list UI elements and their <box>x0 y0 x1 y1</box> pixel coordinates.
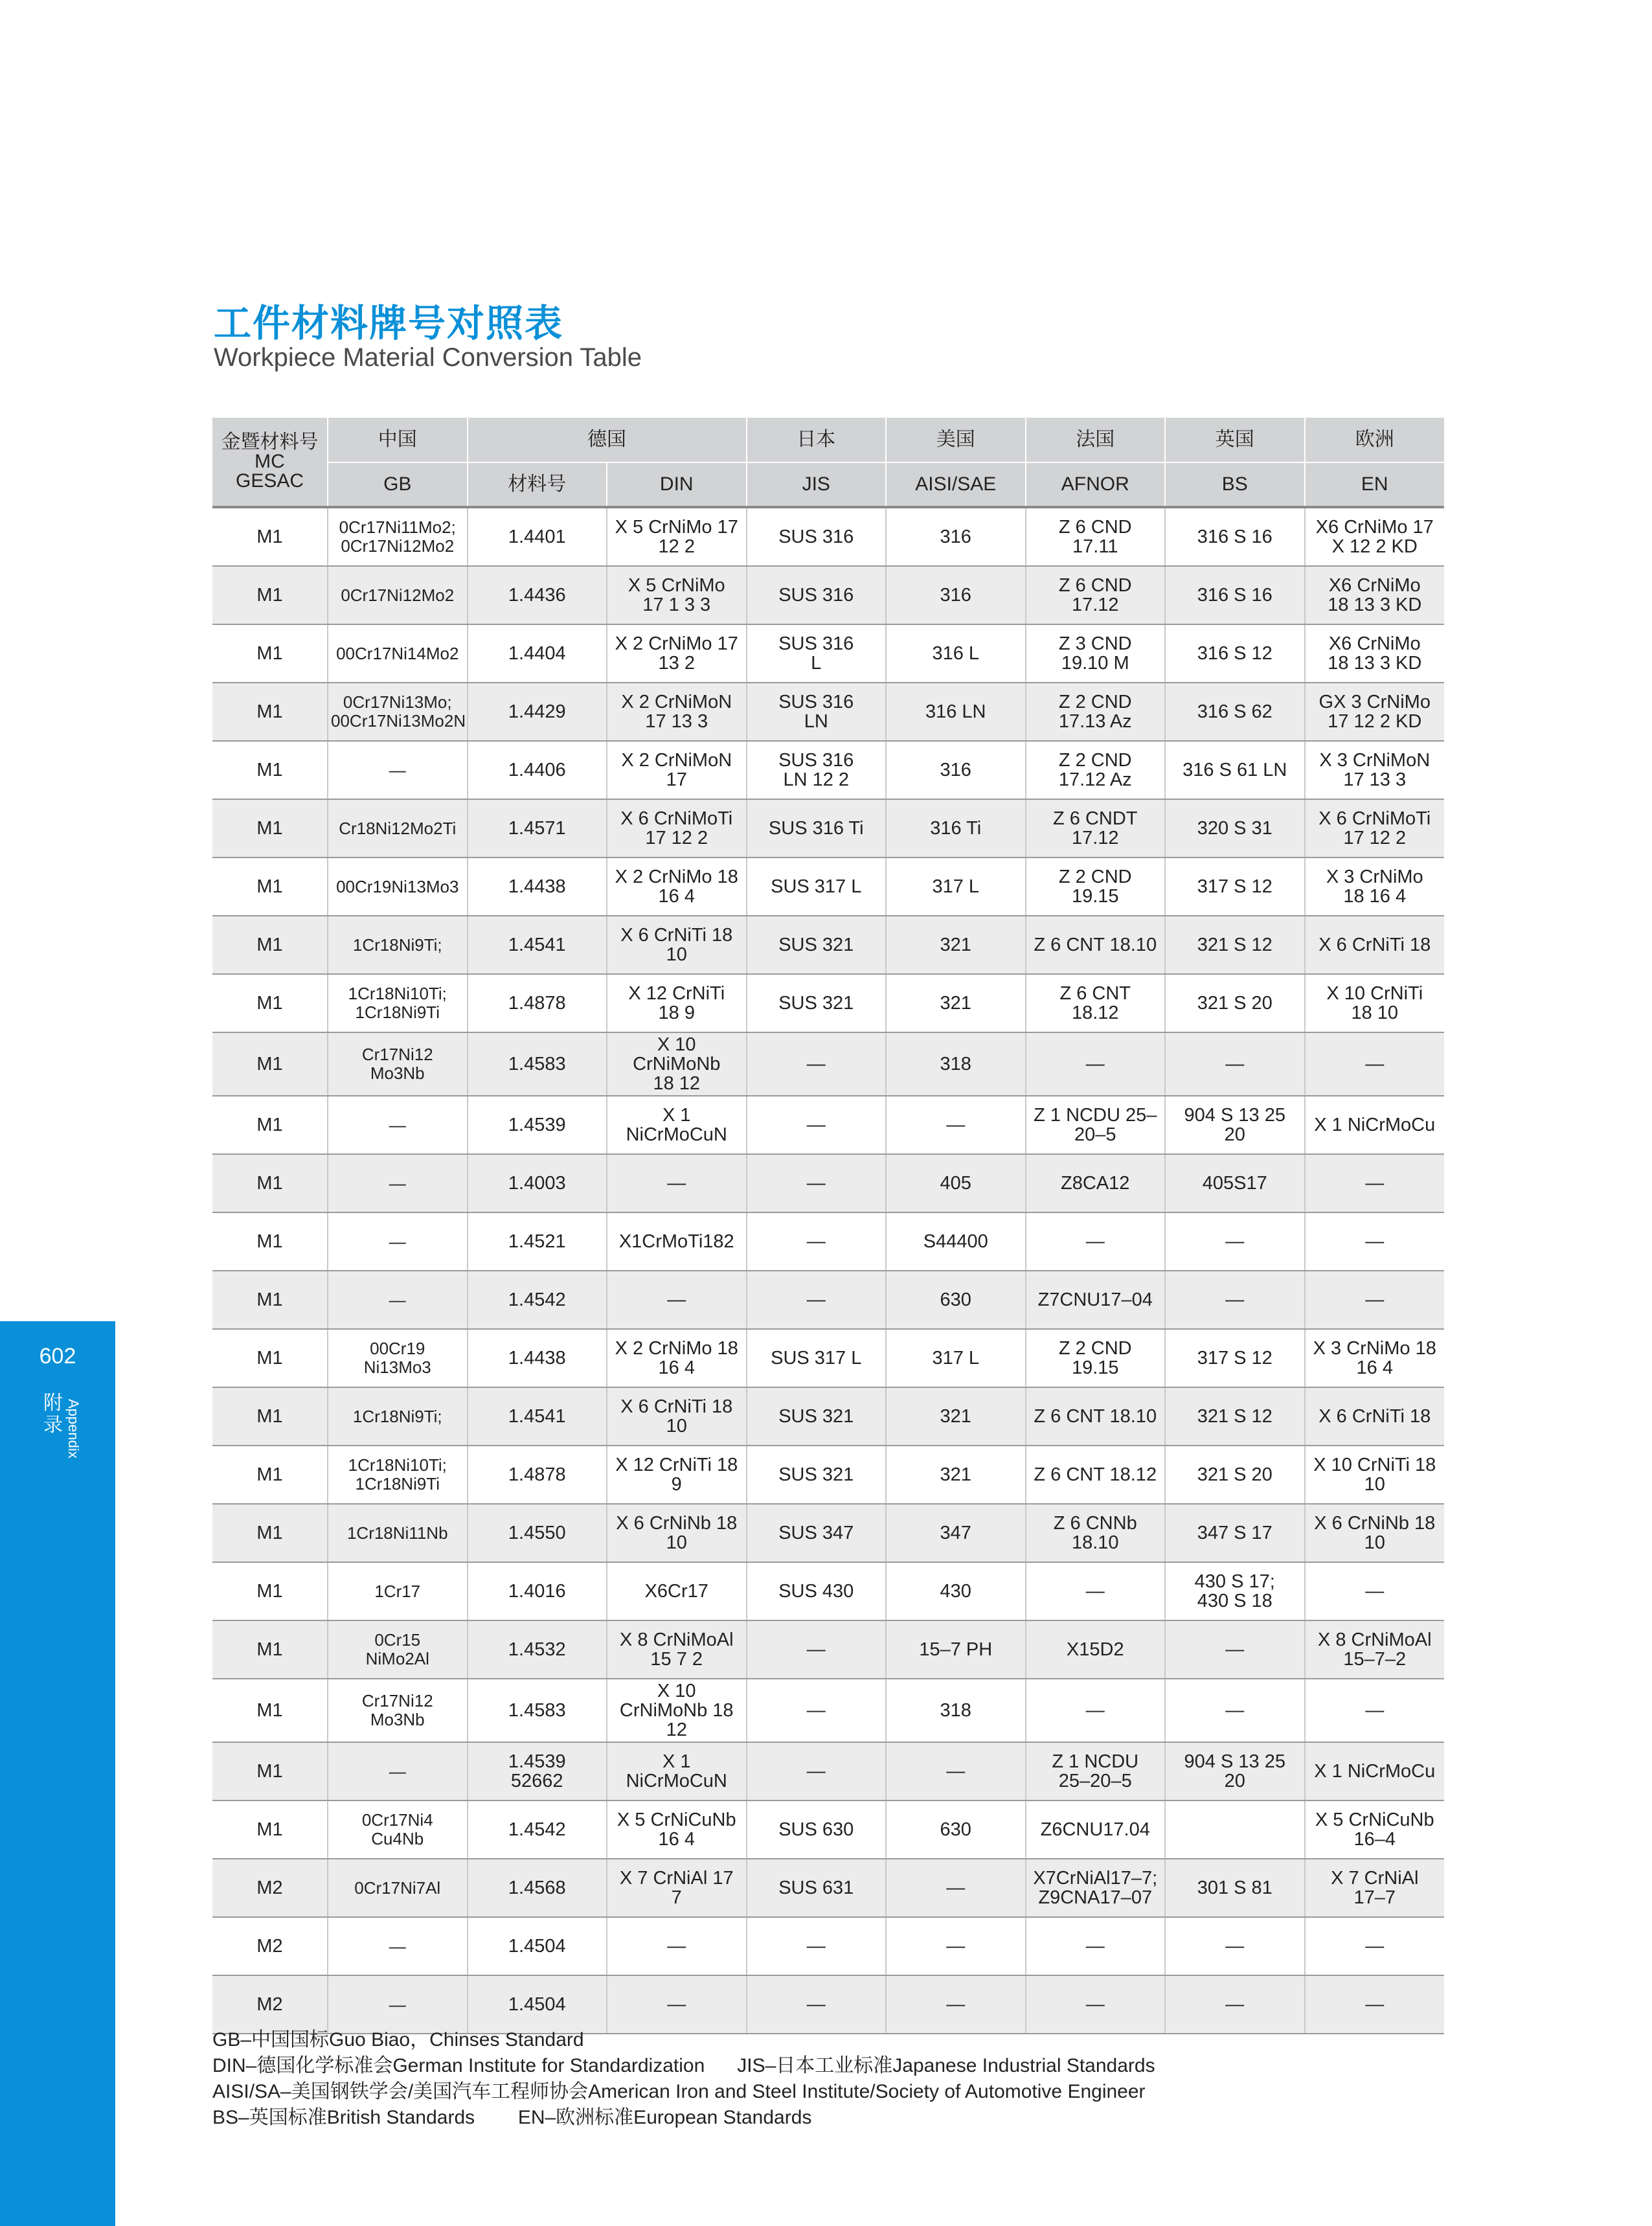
cell-en: — <box>1305 1271 1445 1329</box>
cell-material-no: 1.4542 <box>468 1271 607 1329</box>
cell-mc-code: M1 <box>212 1154 328 1212</box>
cell-en: — <box>1305 1212 1445 1271</box>
cell-gb: — <box>328 1742 468 1800</box>
cell-bs: — <box>1165 1212 1305 1271</box>
cell-mc-code: M1 <box>212 1446 328 1504</box>
conversion-table <box>212 418 1444 2034</box>
cell-bs: 347 S 17 <box>1165 1504 1305 1562</box>
cell-material-no: 1.4016 <box>468 1562 607 1620</box>
cell-gb: 1Cr18Ni10Ti; 1Cr18Ni9Ti <box>328 974 468 1032</box>
cell-din: — <box>607 1917 747 1975</box>
cell-afnor: Z 2 CND 19.15 <box>1026 1329 1166 1387</box>
cell-bs: 320 S 31 <box>1165 799 1305 857</box>
cell-afnor: Z6CNU17.04 <box>1026 1800 1166 1859</box>
cell-en: X 3 CrNiMo 18 16 4 <box>1305 1329 1445 1387</box>
cell-gb: 1Cr18Ni9Ti; <box>328 1387 468 1446</box>
cell-din: X 5 CrNiMo 17 12 2 <box>607 507 747 566</box>
cell-material-no: 1.4539 52662 <box>468 1742 607 1800</box>
cell-en: — <box>1305 1154 1445 1212</box>
cell-gb: 0Cr17Ni7Al <box>328 1859 468 1917</box>
cell-mc-code: M1 <box>212 857 328 916</box>
cell-bs: 321 S 20 <box>1165 974 1305 1032</box>
cell-afnor: Z 6 CNT 18.12 <box>1026 1446 1166 1504</box>
cell-bs: — <box>1165 1032 1305 1096</box>
cell-afnor: Z 1 NCDU 25–20–5 <box>1026 1742 1166 1800</box>
cell-jis: SUS 321 <box>747 1387 887 1446</box>
header-gb: GB <box>328 462 468 507</box>
cell-bs: — <box>1165 1679 1305 1742</box>
cell-jis: — <box>747 1096 887 1154</box>
cell-gb: Cr17Ni12 Mo3Nb <box>328 1679 468 1742</box>
cell-bs: — <box>1165 1975 1305 2034</box>
cell-afnor: Z 2 CND 17.13 Az <box>1026 683 1166 741</box>
cell-bs: 316 S 62 <box>1165 683 1305 741</box>
cell-mc-code: M1 <box>212 1387 328 1446</box>
cell-mc-code: M1 <box>212 974 328 1032</box>
cell-material-no: 1.4504 <box>468 1975 607 2034</box>
cell-jis: SUS 321 <box>747 1446 887 1504</box>
header-row-countries <box>212 418 1444 462</box>
cell-aisi-sae: 347 <box>886 1504 1026 1562</box>
table-row <box>212 1800 1444 1859</box>
cell-gb: — <box>328 1917 468 1975</box>
cell-bs: 405S17 <box>1165 1154 1305 1212</box>
table-row <box>212 799 1444 857</box>
cell-en: X 1 NiCrMoCu <box>1305 1742 1445 1800</box>
cell-en: X 5 CrNiCuNb 16–4 <box>1305 1800 1445 1859</box>
cell-gb: — <box>328 1975 468 2034</box>
cell-en: X 1 NiCrMoCu <box>1305 1096 1445 1154</box>
cell-afnor: Z 2 CND 19.15 <box>1026 857 1166 916</box>
cell-aisi-sae: 318 <box>886 1679 1026 1742</box>
cell-mc-code: M1 <box>212 1742 328 1800</box>
cell-jis: SUS 347 <box>747 1504 887 1562</box>
cell-afnor: — <box>1026 1679 1166 1742</box>
cell-en: X 10 CrNiTi 18 10 <box>1305 974 1445 1032</box>
cell-gb: 00Cr17Ni14Mo2 <box>328 624 468 683</box>
cell-material-no: 1.4438 <box>468 857 607 916</box>
cell-afnor: Z 6 CND 17.12 <box>1026 566 1166 624</box>
cell-aisi-sae: — <box>886 1859 1026 1917</box>
cell-aisi-sae: 316 <box>886 566 1026 624</box>
cell-gb: 0Cr17Ni11Mo2; 0Cr17Ni12Mo2 <box>328 507 468 566</box>
cell-din: — <box>607 1975 747 2034</box>
cell-jis: — <box>747 1742 887 1800</box>
table-row <box>212 1679 1444 1742</box>
cell-din: X 2 CrNiMo 17 13 2 <box>607 624 747 683</box>
header-en: EN <box>1305 462 1445 507</box>
cell-en: — <box>1305 1975 1445 2034</box>
cell-bs: — <box>1165 1917 1305 1975</box>
cell-bs <box>1165 1800 1305 1859</box>
cell-gb: — <box>328 741 468 799</box>
cell-mc-code: M1 <box>212 624 328 683</box>
header-row-standards <box>212 462 1444 507</box>
footnote-aisi: AISI/SA–美国钢铁学会/美国汽车工程师协会American Iron and Steel Institute/Society of Automotive Engineer <box>212 2081 1146 2102</box>
cell-gb: 1Cr18Ni11Nb <box>328 1504 468 1562</box>
cell-jis: — <box>747 1620 887 1679</box>
cell-jis: SUS 316 <box>747 566 887 624</box>
cell-gb: 0Cr17Ni12Mo2 <box>328 566 468 624</box>
cell-jis: — <box>747 1271 887 1329</box>
cell-gb: 0Cr17Ni13Mo; 00Cr17Ni13Mo2N <box>328 683 468 741</box>
cell-din: X 8 CrNiMoAl 15 7 2 <box>607 1620 747 1679</box>
cell-gb: — <box>328 1154 468 1212</box>
table-row <box>212 624 1444 683</box>
footnote-bs-en: BS–英国标准British Standards EN–欧洲标准European Standards <box>212 2107 812 2128</box>
cell-bs: 430 S 17; 430 S 18 <box>1165 1562 1305 1620</box>
cell-din: X 2 CrNiMo 18 16 4 <box>607 857 747 916</box>
cell-en: X6 CrNiMo 17 X 12 2 KD <box>1305 507 1445 566</box>
cell-aisi-sae: 316 L <box>886 624 1026 683</box>
cell-aisi-sae: 405 <box>886 1154 1026 1212</box>
cell-bs: 321 S 20 <box>1165 1446 1305 1504</box>
cell-jis: SUS 316 Ti <box>747 799 887 857</box>
cell-din: X 10 CrNiMoNb 18 12 <box>607 1679 747 1742</box>
cell-en: X 8 CrNiMoAl 15–7–2 <box>1305 1620 1445 1679</box>
table-row <box>212 1271 1444 1329</box>
cell-aisi-sae: 321 <box>886 1446 1026 1504</box>
cell-aisi-sae: — <box>886 1975 1026 2034</box>
table-row <box>212 1859 1444 1917</box>
cell-material-no: 1.4429 <box>468 683 607 741</box>
cell-afnor: X15D2 <box>1026 1620 1166 1679</box>
cell-bs: — <box>1165 1620 1305 1679</box>
table-row <box>212 1504 1444 1562</box>
cell-mc-code: M1 <box>212 683 328 741</box>
cell-bs: 321 S 12 <box>1165 916 1305 974</box>
cell-en: X6 CrNiMo 18 13 3 KD <box>1305 566 1445 624</box>
cell-mc-code: M1 <box>212 1329 328 1387</box>
cell-jis: SUS 631 <box>747 1859 887 1917</box>
cell-bs: 316 S 16 <box>1165 507 1305 566</box>
table-row <box>212 1562 1444 1620</box>
table-row <box>212 1212 1444 1271</box>
cell-material-no: 1.4541 <box>468 1387 607 1446</box>
cell-bs: 316 S 16 <box>1165 566 1305 624</box>
cell-gb: — <box>328 1212 468 1271</box>
cell-bs: 316 S 61 LN <box>1165 741 1305 799</box>
cell-aisi-sae: — <box>886 1917 1026 1975</box>
cell-en: X 6 CrNiMoTi 17 12 2 <box>1305 799 1445 857</box>
cell-din: X1CrMoTi182 <box>607 1212 747 1271</box>
table-row <box>212 857 1444 916</box>
cell-jis: SUS 630 <box>747 1800 887 1859</box>
cell-jis: SUS 317 L <box>747 857 887 916</box>
page-number: 602 <box>39 1344 76 1369</box>
cell-jis: SUS 321 <box>747 916 887 974</box>
cell-gb: 1Cr17 <box>328 1562 468 1620</box>
cell-aisi-sae: 321 <box>886 916 1026 974</box>
cell-din: — <box>607 1271 747 1329</box>
cell-mc-code: M1 <box>212 1679 328 1742</box>
cell-material-no: 1.4571 <box>468 799 607 857</box>
cell-material-no: 1.4401 <box>468 507 607 566</box>
cell-aisi-sae: 321 <box>886 1387 1026 1446</box>
cell-din: X 12 CrNiTi 18 9 <box>607 1446 747 1504</box>
cell-en: X 10 CrNiTi 18 10 <box>1305 1446 1445 1504</box>
cell-din: X 2 CrNiMoN 17 <box>607 741 747 799</box>
cell-gb: 1Cr18Ni10Ti; 1Cr18Ni9Ti <box>328 1446 468 1504</box>
header-uk: 英国 <box>1165 418 1305 462</box>
table-row <box>212 741 1444 799</box>
cell-jis: SUS 316 LN <box>747 683 887 741</box>
cell-jis: SUS 321 <box>747 974 887 1032</box>
cell-aisi-sae: 316 LN <box>886 683 1026 741</box>
cell-material-no: 1.4406 <box>468 741 607 799</box>
table-row <box>212 683 1444 741</box>
cell-din: X 6 CrNiMoTi 17 12 2 <box>607 799 747 857</box>
header-china: 中国 <box>328 418 468 462</box>
table-row <box>212 1096 1444 1154</box>
cell-material-no: 1.4539 <box>468 1096 607 1154</box>
cell-gb: 0Cr17Ni4 Cu4Nb <box>328 1800 468 1859</box>
table-row <box>212 1975 1444 2034</box>
cell-material-no: 1.4521 <box>468 1212 607 1271</box>
cell-din: X 1 NiCrMoCuN <box>607 1096 747 1154</box>
header-material-no: 材料号 <box>468 462 607 507</box>
cell-en: — <box>1305 1562 1445 1620</box>
cell-aisi-sae: S44400 <box>886 1212 1026 1271</box>
cell-en: — <box>1305 1917 1445 1975</box>
cell-aisi-sae: 630 <box>886 1271 1026 1329</box>
cell-afnor: Z 6 CNDT 17.12 <box>1026 799 1166 857</box>
cell-afnor: Z 1 NCDU 25– 20–5 <box>1026 1096 1166 1154</box>
cell-gb: 0Cr15 NiMo2Al <box>328 1620 468 1679</box>
cell-bs: 904 S 13 25 20 <box>1165 1742 1305 1800</box>
cell-afnor: — <box>1026 1562 1166 1620</box>
cell-bs: 301 S 81 <box>1165 1859 1305 1917</box>
cell-material-no: 1.4878 <box>468 1446 607 1504</box>
cell-din: X 7 CrNiAl 17 7 <box>607 1859 747 1917</box>
cell-material-no: 1.4550 <box>468 1504 607 1562</box>
cell-aisi-sae: — <box>886 1096 1026 1154</box>
cell-din: X 12 CrNiTi 18 9 <box>607 974 747 1032</box>
table-row <box>212 566 1444 624</box>
cell-material-no: 1.4436 <box>468 566 607 624</box>
cell-aisi-sae: 316 Ti <box>886 799 1026 857</box>
header-usa: 美国 <box>886 418 1026 462</box>
cell-afnor: Z 6 CNT 18.12 <box>1026 974 1166 1032</box>
cell-afnor: Z7CNU17–04 <box>1026 1271 1166 1329</box>
table-row <box>212 1917 1444 1975</box>
cell-en: X 3 CrNiMoN 17 13 3 <box>1305 741 1445 799</box>
cell-jis: SUS 316 LN 12 2 <box>747 741 887 799</box>
cell-material-no: 1.4583 <box>468 1679 607 1742</box>
header-europe: 欧洲 <box>1305 418 1445 462</box>
cell-jis: — <box>747 1212 887 1271</box>
cell-en: X 6 CrNiTi 18 <box>1305 1387 1445 1446</box>
cell-en: — <box>1305 1679 1445 1742</box>
cell-afnor: Z 6 CNT 18.10 <box>1026 916 1166 974</box>
cell-aisi-sae: 321 <box>886 974 1026 1032</box>
cell-jis: SUS 316 <box>747 507 887 566</box>
table-row <box>212 1620 1444 1679</box>
cell-aisi-sae: 430 <box>886 1562 1026 1620</box>
cell-jis: — <box>747 1917 887 1975</box>
cell-jis: SUS 316 L <box>747 624 887 683</box>
table-row <box>212 1032 1444 1096</box>
cell-jis: SUS 317 L <box>747 1329 887 1387</box>
cell-mc-code: M1 <box>212 1504 328 1562</box>
cell-aisi-sae: 316 <box>886 507 1026 566</box>
table-row <box>212 1387 1444 1446</box>
cell-bs: 317 S 12 <box>1165 857 1305 916</box>
table-row <box>212 1742 1444 1800</box>
cell-bs: 904 S 13 25 20 <box>1165 1096 1305 1154</box>
cell-afnor: — <box>1026 1975 1166 2034</box>
cell-mc-code: M1 <box>212 1271 328 1329</box>
cell-material-no: 1.4541 <box>468 916 607 974</box>
cell-din: X 10 CrNiMoNb 18 12 <box>607 1032 747 1096</box>
cell-aisi-sae: 317 L <box>886 1329 1026 1387</box>
header-japan: 日本 <box>747 418 887 462</box>
cell-gb: 1Cr18Ni9Ti; <box>328 916 468 974</box>
cell-din: X 6 CrNiTi 18 10 <box>607 916 747 974</box>
footnotes <box>212 2027 1155 2131</box>
cell-en: — <box>1305 1032 1445 1096</box>
cell-en: X 6 CrNiNb 18 10 <box>1305 1504 1445 1562</box>
cell-mc-code: M1 <box>212 1800 328 1859</box>
cell-material-no: 1.4504 <box>468 1917 607 1975</box>
cell-material-no: 1.4542 <box>468 1800 607 1859</box>
cell-mc-code: M1 <box>212 1212 328 1271</box>
cell-din: X6Cr17 <box>607 1562 747 1620</box>
cell-aisi-sae: — <box>886 1742 1026 1800</box>
appendix-side-tab <box>0 1321 115 2226</box>
cell-afnor: — <box>1026 1032 1166 1096</box>
cell-afnor: Z 6 CND 17.11 <box>1026 507 1166 566</box>
cell-din: X 6 CrNiNb 18 10 <box>607 1504 747 1562</box>
header-germany: 德国 <box>468 418 747 462</box>
cell-din: — <box>607 1154 747 1212</box>
cell-aisi-sae: 630 <box>886 1800 1026 1859</box>
table-row <box>212 1329 1444 1387</box>
cell-en: GX 3 CrNiMo 17 12 2 KD <box>1305 683 1445 741</box>
table-body <box>212 507 1444 2034</box>
cell-din: X 5 CrNiMo 17 1 3 3 <box>607 566 747 624</box>
header-mc-gesac: 金暨材料号 MC GESAC <box>212 418 328 507</box>
cell-en: X6 CrNiMo 18 13 3 KD <box>1305 624 1445 683</box>
cell-material-no: 1.4878 <box>468 974 607 1032</box>
header-afnor: AFNOR <box>1026 462 1166 507</box>
cell-gb: Cr17Ni12 Mo3Nb <box>328 1032 468 1096</box>
cell-bs: 321 S 12 <box>1165 1387 1305 1446</box>
cell-afnor: Z 6 CNNb 18.10 <box>1026 1504 1166 1562</box>
cell-afnor: X7CrNiAl17–7; Z9CNA17–07 <box>1026 1859 1166 1917</box>
cell-mc-code: M2 <box>212 1975 328 2034</box>
cell-aisi-sae: 316 <box>886 741 1026 799</box>
cell-gb: Cr18Ni12Mo2Ti <box>328 799 468 857</box>
table-row <box>212 974 1444 1032</box>
cell-material-no: 1.4532 <box>468 1620 607 1679</box>
cell-mc-code: M1 <box>212 507 328 566</box>
page-title-en: Workpiece Material Conversion Table <box>214 343 642 372</box>
cell-gb: 00Cr19Ni13Mo3 <box>328 857 468 916</box>
cell-mc-code: M2 <box>212 1859 328 1917</box>
cell-jis: — <box>747 1975 887 2034</box>
side-label-cn: 附录 <box>43 1392 63 1437</box>
header-france: 法国 <box>1026 418 1166 462</box>
cell-gb: — <box>328 1271 468 1329</box>
cell-afnor: Z8CA12 <box>1026 1154 1166 1212</box>
header-jis: JIS <box>747 462 887 507</box>
cell-jis: — <box>747 1154 887 1212</box>
cell-mc-code: M1 <box>212 916 328 974</box>
side-label-en: Appendix <box>65 1399 82 1459</box>
cell-jis: — <box>747 1032 887 1096</box>
page-title-cn: 工件材料牌号对照表 <box>214 301 564 345</box>
cell-mc-code: M2 <box>212 1917 328 1975</box>
cell-en: X 3 CrNiMo 18 16 4 <box>1305 857 1445 916</box>
cell-mc-code: M1 <box>212 799 328 857</box>
table-row <box>212 916 1444 974</box>
cell-gb: — <box>328 1096 468 1154</box>
cell-mc-code: M1 <box>212 741 328 799</box>
cell-material-no: 1.4003 <box>468 1154 607 1212</box>
cell-material-no: 1.4568 <box>468 1859 607 1917</box>
cell-din: X 5 CrNiCuNb 16 4 <box>607 1800 747 1859</box>
cell-jis: SUS 430 <box>747 1562 887 1620</box>
table-row <box>212 1446 1444 1504</box>
table-row <box>212 1154 1444 1212</box>
cell-aisi-sae: 15–7 PH <box>886 1620 1026 1679</box>
footnote-din-jis: DIN–德国化学标准会German Institute for Standardization JIS–日本工业标准Japanese Industrial Standards <box>212 2055 1155 2076</box>
cell-din: X 6 CrNiTi 18 10 <box>607 1387 747 1446</box>
cell-mc-code: M1 <box>212 1096 328 1154</box>
cell-afnor: — <box>1026 1212 1166 1271</box>
cell-din: X 2 CrNiMoN 17 13 3 <box>607 683 747 741</box>
cell-en: X 7 CrNiAl 17–7 <box>1305 1859 1445 1917</box>
cell-bs: 317 S 12 <box>1165 1329 1305 1387</box>
footnote-gb: GB–中国国标Guo Biao，Chinses Standard <box>212 2029 584 2050</box>
cell-mc-code: M1 <box>212 1562 328 1620</box>
cell-bs: — <box>1165 1271 1305 1329</box>
header-din: DIN <box>607 462 747 507</box>
cell-afnor: — <box>1026 1917 1166 1975</box>
cell-jis: — <box>747 1679 887 1742</box>
cell-mc-code: M1 <box>212 1620 328 1679</box>
table-row <box>212 507 1444 566</box>
cell-aisi-sae: 318 <box>886 1032 1026 1096</box>
cell-gb: 00Cr19 Ni13Mo3 <box>328 1329 468 1387</box>
cell-din: X 1 NiCrMoCuN <box>607 1742 747 1800</box>
cell-mc-code: M1 <box>212 566 328 624</box>
header-aisi-sae: AISI/SAE <box>886 462 1026 507</box>
cell-material-no: 1.4404 <box>468 624 607 683</box>
cell-afnor: Z 2 CND 17.12 Az <box>1026 741 1166 799</box>
cell-bs: 316 S 12 <box>1165 624 1305 683</box>
cell-material-no: 1.4438 <box>468 1329 607 1387</box>
cell-afnor: Z 6 CNT 18.10 <box>1026 1387 1166 1446</box>
header-bs: BS <box>1165 462 1305 507</box>
cell-aisi-sae: 317 L <box>886 857 1026 916</box>
cell-din: X 2 CrNiMo 18 16 4 <box>607 1329 747 1387</box>
cell-en: X 6 CrNiTi 18 <box>1305 916 1445 974</box>
cell-mc-code: M1 <box>212 1032 328 1096</box>
cell-afnor: Z 3 CND 19.10 M <box>1026 624 1166 683</box>
cell-material-no: 1.4583 <box>468 1032 607 1096</box>
